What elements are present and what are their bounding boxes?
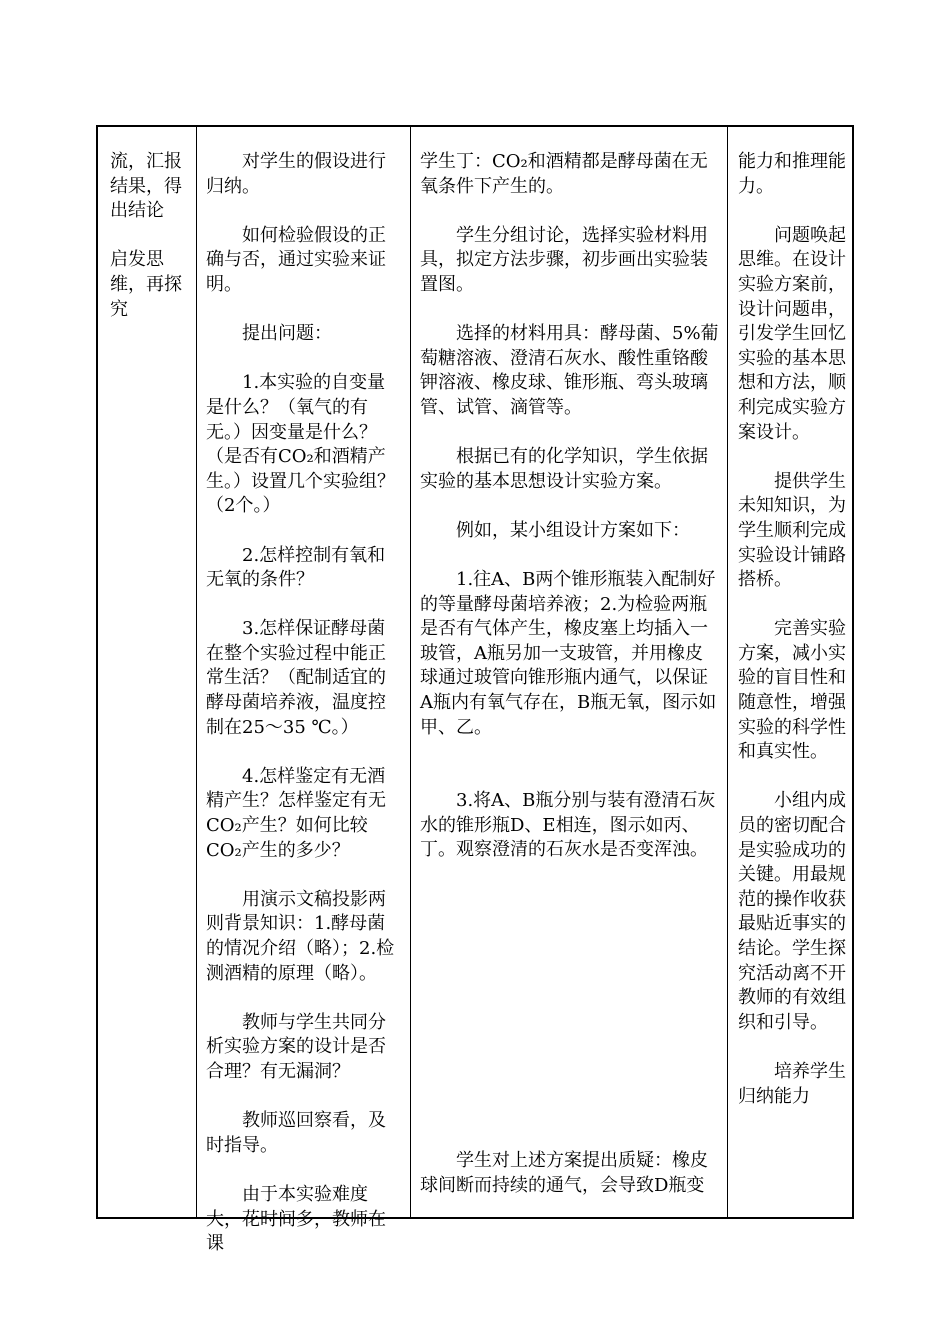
paragraph: 根据已有的化学知识，学生依据实验的基本思想设计实验方案。	[420, 446, 708, 492]
lesson-plan-table	[96, 125, 854, 1255]
design-intent-column	[738, 150, 846, 1134]
paragraph: 学生分组讨论，选择实验材料用具，拟定方法步骤，初步画出实验装置图。	[420, 224, 708, 295]
question-item: 3.怎样保证酵母菌在整个实验过程中能正常生活？（配制适宜的酵母菌培养液，温度控制在25～35 ℃。）	[206, 618, 386, 738]
student-activity-column	[420, 150, 720, 1196]
paragraph: 选择的材料用具：酵母菌、5%葡萄糖溶液、澄清石灰水、酸性重铬酸钾溶液、橡皮球、锥形瓶、弯头玻璃管、试管、滴管等。	[420, 323, 719, 418]
question-item: 4.怎样鉴定有无酒精产生？怎样鉴定有无CO₂产生？如何比较CO₂产生的多少？	[206, 765, 386, 861]
paragraph: 小组内成员的密切配合是实验成功的关键。用最规范的操作收获最贴近事实的结论。学生探究活动离不开教师的有效组织和引导。	[738, 790, 846, 1033]
stage-text: 启发思维，再探究	[110, 249, 182, 320]
paragraph: 例如，某小组设计方案如下：	[456, 519, 690, 541]
paragraph: 提供学生未知知识，为学生顺利完成实验设计铺路搭桥。	[738, 470, 846, 591]
paragraph: 由于本实验难度大，花时间多，教师在课	[206, 1183, 386, 1255]
paragraph: 教师巡回察看，及时指导。	[206, 1110, 386, 1156]
paragraph: 1.往A、B两个锥形瓶装入配制好的等量酵母菌培养液；2.为检验两瓶是否有气体产生，橡皮塞上均插入一玻管，A瓶另加一支玻管，并用橡皮球通过玻管向锥形瓶内通气，以保证A瓶内有氧气存在，B瓶无氧，图示如甲、乙。	[420, 569, 717, 738]
paragraph: 如何检验假设的正确与否，通过实验来证明。	[206, 224, 386, 295]
paragraph: 教师与学生共同分析实验方案的设计是否合理？有无漏洞？	[206, 1011, 386, 1082]
paragraph: 学生丁：CO₂和酒精都是酵母菌在无氧条件下产生的。	[420, 151, 708, 197]
paragraph: 能力和推理能力。	[738, 151, 846, 197]
paragraph: 问题唤起思维。在设计实验方案前，设计问题串，引发学生回忆实验的基本思想和方法，顺利完成实验方案设计。	[738, 224, 846, 443]
paragraph: 学生对上述方案提出质疑：橡皮球间断而持续的通气，会导致D瓶变	[420, 1150, 708, 1196]
paragraph: 培养学生归纳能力	[738, 1060, 846, 1107]
question-item: 2.怎样控制有氧和无氧的条件？	[206, 544, 386, 591]
stage-column	[110, 150, 188, 347]
paragraph: 用演示文稿投影两则背景知识：1.酵母菌的情况介绍（略）；2.检测酒精的原理（略）。	[206, 888, 395, 984]
question-item: 1.本实验的自变量是什么？（氧气的有无。）因变量是什么？（是否有CO₂和酒精产生。）设置几个实验组？（2个。）	[206, 372, 395, 517]
stage-text: 流，汇报结果，得出结论	[110, 151, 182, 222]
teacher-activity-column	[206, 150, 402, 1281]
paragraph: 3.将A、B瓶分别与装有澄清石灰水的锥形瓶D、E相连，图示如丙、丁。观察澄清的石灰水是否变浑浊。	[420, 790, 716, 861]
paragraph: 对学生的假设进行归纳。	[206, 151, 386, 197]
paragraph: 完善实验方案，减小实验的盲目性和随意性，增强实验的科学性和真实性。	[738, 618, 846, 763]
column-divider	[410, 127, 411, 1217]
column-divider	[727, 127, 728, 1217]
column-divider	[196, 127, 197, 1217]
paragraph: 提出问题：	[242, 323, 332, 345]
